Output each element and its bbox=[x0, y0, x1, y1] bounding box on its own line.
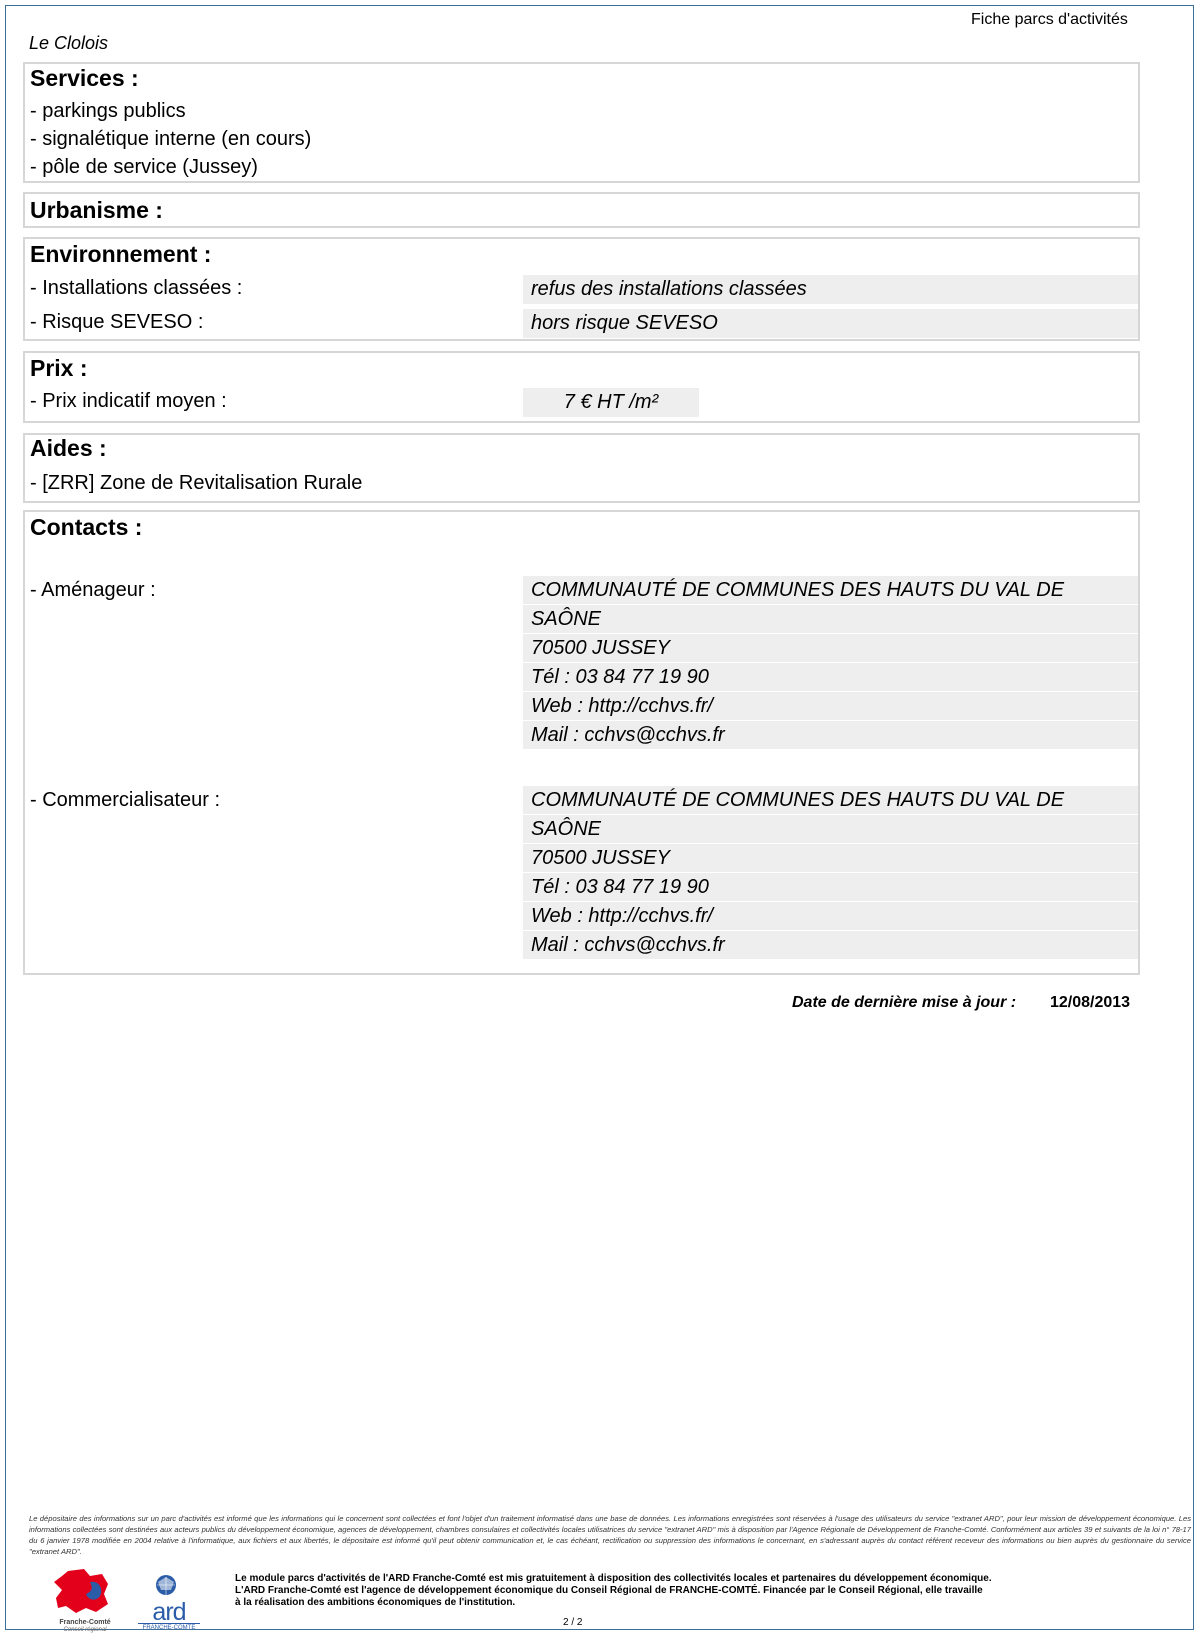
aides-section bbox=[23, 433, 1140, 503]
ard-logo-text: ard bbox=[152, 1598, 186, 1626]
legal-notice: Le dépositaire des informations sur un parc d'activités est informé que les informations qui le concernent sont collectées et font l'objet d'un traitement informatisé dans une base de données. Les informations enregistrées sont réservées à l'usage des utilisateurs du service "extranet ARD", pour leur mission de développement économique. Les informations collectées sont destinées aux acteurs publics du développement économique, agences de développement, chambres consulaires et collectivités locales utilisatrices du service "extranet ARD" mis à disposition par l'Agence Régionale de Développement de Franche-Comté. Conformément aux articles 39 et suivants de la loi n° 78-17 du 6 janvier 1978 modifiée en 2004 relative à l'informatique, aux fichiers et aux libertés, le dépositaire est informé qu'il peut obtenir communication et, le cas échéant, rectification ou suppression des informations le concernant, en s'adressant auprès du contact référent receveur des informations ou bien auprès du gestionnaire du service "extranet ARD". bbox=[29, 1514, 1191, 1556]
page-number: 2 / 2 bbox=[563, 1617, 583, 1628]
aides-title: Aides : bbox=[30, 435, 107, 461]
contacts-section bbox=[23, 510, 1140, 975]
installations-value: refus des installations classées bbox=[523, 275, 1138, 304]
region-map-icon bbox=[50, 1568, 120, 1614]
region-logo-text: Franche-Comté bbox=[59, 1619, 111, 1626]
prix-label: - Prix indicatif moyen : bbox=[30, 390, 227, 412]
commercialisateur-line: Tél : 03 84 77 19 90 bbox=[523, 873, 1138, 901]
aides-item: - [ZRR] Zone de Revitalisation Rurale bbox=[30, 472, 363, 494]
services-item: - pôle de service (Jussey) bbox=[30, 156, 258, 178]
module-line: Le module parcs d'activités de l'ARD Franche-Comté est mis gratuitement à disposition des collectivités locales et partenaires du développement économique. bbox=[235, 1573, 992, 1584]
environnement-title: Environnement : bbox=[30, 241, 212, 267]
commercialisateur-line: 70500 JUSSEY bbox=[523, 844, 1138, 872]
prix-section bbox=[23, 351, 1140, 423]
amenageur-line: Tél : 03 84 77 19 90 bbox=[523, 663, 1138, 691]
region-logo-subtext: Conseil régional bbox=[63, 1627, 107, 1633]
park-name: Le Clolois bbox=[29, 33, 109, 53]
ard-logo bbox=[138, 1574, 200, 1630]
installations-label: - Installations classées : bbox=[30, 277, 243, 299]
prix-value: 7 € HT /m² bbox=[523, 388, 699, 417]
ard-globe-icon bbox=[138, 1574, 200, 1596]
seveso-label: - Risque SEVESO : bbox=[30, 311, 204, 333]
document-type: Fiche parcs d'activités bbox=[971, 11, 1128, 28]
services-title: Services : bbox=[30, 65, 139, 91]
seveso-value: hors risque SEVESO bbox=[523, 309, 1138, 338]
amenageur-line: COMMUNAUTÉ DE COMMUNES DES HAUTS DU VAL DE bbox=[523, 576, 1138, 604]
amenageur-line: Mail : cchvs@cchvs.fr bbox=[523, 721, 1138, 749]
franche-comte-logo bbox=[50, 1568, 120, 1633]
services-section bbox=[23, 62, 1140, 183]
module-notice bbox=[235, 1573, 1075, 1609]
commercialisateur-label: - Commercialisateur : bbox=[30, 789, 221, 811]
environnement-section bbox=[23, 237, 1140, 341]
commercialisateur-line: Mail : cchvs@cchvs.fr bbox=[523, 931, 1138, 959]
commercialisateur-details bbox=[523, 786, 1138, 960]
services-item: - signalétique interne (en cours) bbox=[30, 128, 312, 150]
contacts-title: Contacts : bbox=[30, 514, 143, 540]
update-label: Date de dernière mise à jour : bbox=[792, 994, 1017, 1011]
prix-title: Prix : bbox=[30, 355, 88, 381]
amenageur-line: Web : http://cchvs.fr/ bbox=[523, 692, 1138, 720]
urbanisme-title: Urbanisme : bbox=[30, 197, 163, 223]
module-line: à la réalisation des ambitions économiques de l'institution. bbox=[235, 1597, 516, 1608]
commercialisateur-line: Web : http://cchvs.fr/ bbox=[523, 902, 1138, 930]
commercialisateur-line: COMMUNAUTÉ DE COMMUNES DES HAUTS DU VAL DE bbox=[523, 786, 1138, 814]
ard-logo-subtext: FRANCHE-COMTÉ bbox=[138, 1623, 200, 1632]
amenageur-details bbox=[523, 576, 1138, 750]
amenageur-line: SAÔNE bbox=[523, 605, 1138, 633]
services-item: - parkings publics bbox=[30, 100, 186, 122]
commercialisateur-line: SAÔNE bbox=[523, 815, 1138, 843]
module-line: L'ARD Franche-Comté est l'agence de développement économique du Conseil Régional de FRANCHE-COMTÉ. Financée par le Conseil Régional, elle travaille bbox=[235, 1585, 983, 1596]
amenageur-line: 70500 JUSSEY bbox=[523, 634, 1138, 662]
update-date: 12/08/2013 bbox=[1050, 994, 1131, 1011]
urbanisme-section bbox=[23, 192, 1140, 228]
amenageur-label: - Aménageur : bbox=[30, 579, 156, 601]
